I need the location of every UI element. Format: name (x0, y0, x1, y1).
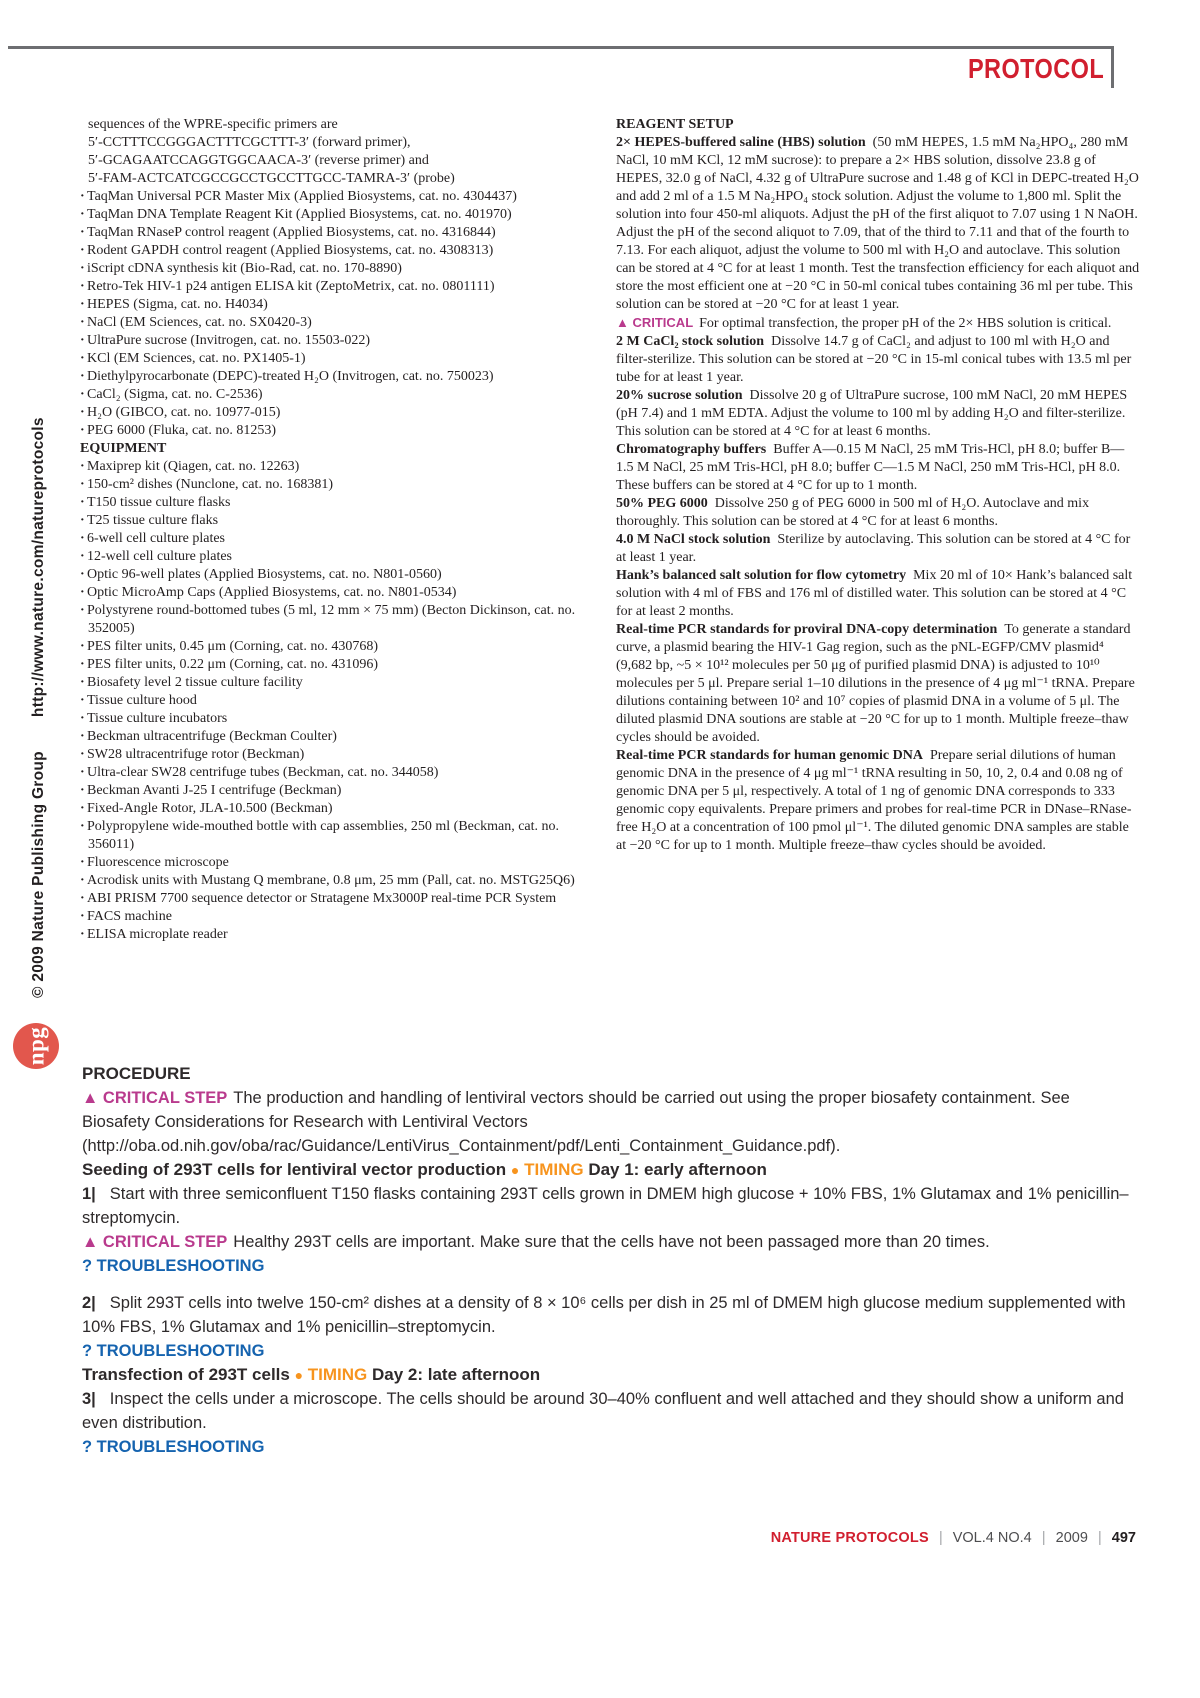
paragraph-lead: Real-time PCR standards for proviral DNA-copy determination (616, 622, 998, 637)
bullet-icon: · (80, 279, 85, 294)
bullet-icon: · (80, 711, 85, 726)
bullet-icon: · (80, 531, 85, 546)
procedure-section (82, 1062, 1136, 1459)
equipment-list-item: · Fluorescence microscope (80, 855, 229, 870)
journal-url: http://www.nature.com/natureprotocols (30, 417, 47, 718)
bullet-icon: · (80, 351, 85, 366)
paragraph-lead: 50% PEG 6000 (616, 496, 708, 511)
npg-logo-text: npg (23, 1026, 48, 1066)
reagent-list-item: · PEG 6000 (Fluka, cat. no. 81253) (80, 423, 276, 438)
copyright-text: © 2009 Nature Publishing Group (30, 751, 47, 998)
section-title: Seeding of 293T cells for lentiviral vector production (82, 1160, 511, 1179)
procedure-section-heading (82, 1158, 1136, 1182)
paragraph-lead: 4.0 M NaCl stock solution (616, 532, 771, 547)
footer-separator: | (1041, 1529, 1046, 1546)
bullet-icon: · (80, 567, 85, 582)
reagent-setup-heading: REAGENT SETUP (616, 117, 734, 132)
reagent-setup-paragraph: Chromatography buffers Buffer A—0.15 M NaCl, 25 mM Tris-HCl, pH 8.0; buffer B—1.5 M NaCl, 25 mM Tris-HCl, pH 8.0; buffer C—1.5 M NaCl, 250 mM Tris-HCl, pH 8.0. These buffers can be stored at 4 °C for up to 1 month. (616, 442, 1125, 493)
reagent-list-item: · NaCl (EM Sciences, cat. no. SX0420-3) (80, 315, 312, 330)
publication-year: 2009 (1055, 1530, 1088, 1546)
footer-separator: | (938, 1529, 943, 1546)
equipment-list-item: · Optic MicroAmp Caps (Applied Biosystems, cat. no. N801-0534) (80, 585, 457, 600)
reagent-setup-paragraph: 2× HEPES-buffered saline (HBS) solution (50 mM HEPES, 1.5 mM Na₂HPO₄, 280 mM NaCl, 10 mM KCl, 12 mM sucrose): to prepare a 2× HBS solution, dissolve 23.8 g of HEPES, 32.0 g of NaCl, 4.32 g of UltraPure sucrose and 1.48 g of KCl in DEPC-treated H₂O and add 2 ml of a 1.5 M Na₂HPO₄ stock solution. Adjust the volume to 1,800 ml. Split the solution into four 450-ml aliquots. Adjust the pH of the first aliquot to 7.07 using 1 N NaOH. Adjust the pH of the second aliquot to 7.09, that of the third to 7.11 and that of the fourth to 7.13. For each aliquot, adjust the volume to 500 ml with H₂O and autoclave. This solution can be stored at 4 °C for at least 1 month. Test the transfection efficiency for each aliquot and store the most efficient one at −20 °C in 50-ml conical tubes containing 36 ml per tube. This solution can be stored at −20 °C for at least 1 year. (616, 135, 1140, 312)
bullet-icon: · (80, 369, 85, 384)
reagent-setup-paragraph: 4.0 M NaCl stock solution Sterilize by autoclaving. This solution can be stored at 4 °C for at least 1 year. (616, 532, 1131, 565)
bullet-icon: · (80, 783, 85, 798)
bullet-icon: · (80, 387, 85, 402)
step-number: 2| (82, 1294, 96, 1312)
troubleshooting-link: ? TROUBLESHOOTING (82, 1438, 265, 1456)
bullet-icon: · (80, 819, 85, 834)
equipment-list-item: · Fixed-Angle Rotor, JLA-10.500 (Beckman) (80, 801, 333, 816)
reagent-setup-paragraphs (616, 134, 1140, 855)
paragraph-lead: Hank’s balanced salt solution for flow cytometry (616, 568, 907, 583)
bullet-icon: · (80, 873, 85, 888)
page-footer (771, 1529, 1136, 1546)
troubleshooting-link: ? TROUBLESHOOTING (82, 1257, 265, 1275)
equipment-list (75, 458, 580, 944)
paragraph-lead: Real-time PCR standards for human genomic DNA (616, 748, 923, 763)
equipment-list-item: · Tissue culture hood (80, 693, 197, 708)
bullet-icon: · (80, 477, 85, 492)
bullet-icon: · (80, 801, 85, 816)
page-title: PROTOCOL (967, 53, 1104, 84)
reagent-list-item: · iScript cDNA synthesis kit (Bio-Rad, cat. no. 170-8890) (80, 261, 402, 276)
bullet-icon: · (80, 909, 85, 924)
equipment-list-item: · FACS machine (80, 909, 172, 924)
procedure-blocks (82, 1086, 1136, 1459)
bullet-icon: · (80, 657, 85, 672)
critical-step-label: ▲ CRITICAL STEP (82, 1233, 228, 1251)
bullet-icon: · (80, 333, 85, 348)
equipment-list-item: · SW28 ultracentrifuge rotor (Beckman) (80, 747, 305, 762)
reagent-list-item: · TaqMan Universal PCR Master Mix (Applied Biosystems, cat. no. 4304437) (80, 189, 517, 204)
bullet-icon: · (80, 549, 85, 564)
timing-dot-icon: ● (510, 1162, 520, 1178)
bullet-icon: · (80, 855, 85, 870)
equipment-list-item: · Tissue culture incubators (80, 711, 228, 726)
equipment-list-item: · Ultra-clear SW28 centrifuge tubes (Beckman, cat. no. 344058) (80, 765, 439, 780)
primer-sequences (75, 116, 580, 188)
bullet-icon: · (80, 603, 85, 618)
reagent-list-item: · UltraPure sucrose (Invitrogen, cat. no. 15503-022) (80, 333, 371, 348)
equipment-list-item: · ABI PRISM 7700 sequence detector or Stratagene Mx3000P real-time PCR System (80, 891, 557, 906)
bullet-icon: · (80, 261, 85, 276)
journal-name: NATURE PROTOCOLS (770, 1530, 929, 1546)
bullet-icon: · (80, 675, 85, 690)
equipment-heading: EQUIPMENT (80, 441, 167, 456)
bullet-icon: · (80, 729, 85, 744)
reagent-setup-paragraph: Real-time PCR standards for proviral DNA-copy determination To generate a standard curve, a plasmid bearing the HIV-1 Gag region, such as the pNL-EGFP/CMV plasmid⁴ (9,682 bp, ~5 × 10¹² molecules per 50 μg of purified plasmid DNA) is adjusted to 10¹⁰ molecules per 5 μl. Prepare serial 1–10 dilutions in the presence of 4 μg ml⁻¹ tRNA. Prepare dilutions containing between 10² and 10⁷ copies of plasmid DNA in a volume of 5 μl. The diluted plasmid DNA soutions are stable at −20 °C for up to 1 month. Multiple freeze–thaw cycles should be avoided. (616, 622, 1135, 745)
troubleshooting-link: ? TROUBLESHOOTING (82, 1342, 265, 1360)
reagent-list-item: · H₂O (GIBCO, cat. no. 10977-015) (80, 405, 281, 420)
critical-step-note: ▲ CRITICAL STEP The production and handling of lentiviral vectors should be carried out using the proper biosafety containment. See Biosafety Considerations for Research with Lentiviral Vectors (http://oba.od.nih.gov/oba/rac/Guidance/LentiVirus_Containment/pdf/Lenti_Containment_Guidance.pdf). (82, 1089, 1070, 1155)
paragraph-lead: Chromatography buffers (616, 442, 767, 457)
paragraph-lead: 20% sucrose solution (616, 388, 743, 403)
paragraph-lead: ▲ CRITICAL (616, 315, 694, 330)
equipment-list-item: · PES filter units, 0.45 μm (Corning, cat. no. 430768) (80, 639, 378, 654)
bullet-icon: · (80, 495, 85, 510)
equipment-list-item: · PES filter units, 0.22 μm (Corning, cat. no. 431096) (80, 657, 378, 672)
critical-step-note: ▲ CRITICAL STEP Healthy 293T cells are important. Make sure that the cells have not been passaged more than 20 times. (82, 1233, 990, 1251)
volume-issue: VOL.4 NO.4 (952, 1530, 1032, 1546)
bullet-icon: · (80, 585, 85, 600)
bullet-icon: · (80, 405, 85, 420)
equipment-list-item: · T25 tissue culture flaks (80, 513, 219, 528)
bullet-icon: · (80, 423, 85, 438)
equipment-list-item: · 150-cm² dishes (Nunclone, cat. no. 168381) (80, 477, 334, 492)
primer-sequence-line: 5′-FAM-ACTCATCGCCGCCTGCCTTGCC-TAMRA-3′ (probe) (88, 171, 455, 186)
procedure-heading: PROCEDURE (82, 1064, 191, 1083)
equipment-list-item: · ELISA microplate reader (80, 927, 228, 942)
paragraph-lead: 2 M CaCl₂ stock solution (616, 334, 765, 349)
reagent-list-item: · HEPES (Sigma, cat. no. H4034) (80, 297, 268, 312)
reagent-list-item: · TaqMan RNaseP control reagent (Applied Biosystems, cat. no. 4316844) (80, 225, 496, 240)
equipment-list-item: · T150 tissue culture flasks (80, 495, 231, 510)
bullet-icon: · (80, 639, 85, 654)
bullet-icon: · (80, 513, 85, 528)
critical-note: ▲ CRITICAL For optimal transfection, the proper pH of the 2× HBS solution is critical. (616, 315, 1112, 331)
footer-separator: | (1097, 1529, 1102, 1546)
header-side-rule (1111, 46, 1114, 88)
left-column (75, 116, 580, 944)
critical-step-label: ▲ CRITICAL STEP (82, 1089, 228, 1107)
step-number: 1| (82, 1185, 96, 1203)
bullet-icon: · (80, 225, 85, 240)
paragraph-lead: 2× HEPES-buffered saline (HBS) solution (616, 135, 866, 150)
reagent-list (75, 188, 580, 440)
procedure-step: 2| Split 293T cells into twelve 150-cm² dishes at a density of 8 × 10⁶ cells per dish in 25 ml of DMEM high glucose medium supplemented with 10% FBS, 1% Glutamax and 1% penicillin–streptomycin. (82, 1294, 1126, 1336)
primer-sequence-line: 5′-CCTTTCCGGGACTTTCGCTTT-3′ (forward primer), (88, 135, 411, 150)
equipment-list-item: · Maxiprep kit (Qiagen, cat. no. 12263) (80, 459, 300, 474)
equipment-list-item: · Beckman Avanti J-25 I centrifuge (Beckman) (80, 783, 342, 798)
bullet-icon: · (80, 927, 85, 942)
step-number: 3| (82, 1390, 96, 1408)
primer-sequence-line: 5′-GCAGAATCCAGGTGGCAACA-3′ (reverse primer) and (88, 153, 429, 168)
reagent-list-item: · CaCl₂ (Sigma, cat. no. C-2536) (80, 387, 263, 402)
reagent-list-item: · Rodent GAPDH control reagent (Applied Biosystems, cat. no. 4308313) (80, 243, 494, 258)
bullet-icon: · (80, 693, 85, 708)
bullet-icon: · (80, 189, 85, 204)
equipment-list-item: · Biosafety level 2 tissue culture facility (80, 675, 303, 690)
section-title: Transfection of 293T cells (82, 1365, 295, 1384)
bullet-icon: · (80, 891, 85, 906)
bullet-icon: · (80, 297, 85, 312)
bullet-icon: · (80, 459, 85, 474)
reagent-list-item: · Retro-Tek HIV-1 p24 antigen ELISA kit (ZeptoMetrix, cat. no. 0801111) (80, 279, 495, 294)
reagent-setup-paragraph: 2 M CaCl₂ stock solution Dissolve 14.7 g of CaCl₂ and adjust to 100 ml with H₂O and filter-sterilize. This solution can be stored at −20 °C in 15-ml conical tubes with 13.5 ml per tube for at least 1 year. (616, 334, 1132, 385)
npg-logo (13, 1023, 59, 1069)
equipment-list-item: · Optic 96-well plates (Applied Biosystems, cat. no. N801-0560) (80, 567, 442, 582)
reagent-setup-paragraph: 50% PEG 6000 Dissolve 250 g of PEG 6000 in 500 ml of H₂O. Autoclave and mix thoroughly. This solution can be stored at 4 °C for at least 6 months. (616, 496, 1090, 529)
procedure-section-heading (82, 1363, 1136, 1387)
equipment-list-item: · 12-well cell culture plates (80, 549, 232, 564)
page-number: 497 (1111, 1530, 1136, 1546)
equipment-list-item: · 6-well cell culture plates (80, 531, 225, 546)
bullet-icon: · (80, 315, 85, 330)
reagent-setup-paragraph: Real-time PCR standards for human genomic DNA Prepare serial dilutions of human genomic DNA in the presence of 4 μg ml⁻¹ tRNA resulting in 50, 10, 2, 0.4 and 0.08 ng of genomic DNA per 5 μl, respectively. A total of 1 ng of genomic DNA corresponds to 333 genomic copy equivalents. Prepare primers and probes for real-time PCR in DNase–RNase-free H₂O at a concentration of 100 pmol μl⁻¹. The diluted genomic DNA samples are stable at −20 °C for up to 1 month. Multiple freeze–thaw cycles should be avoided. (616, 748, 1132, 853)
timing-text: Day 2: late afternoon (372, 1365, 541, 1384)
reagent-list-item: · Diethylpyrocarbonate (DEPC)-treated H₂O (Invitrogen, cat. no. 750023) (80, 369, 494, 384)
bullet-icon: · (80, 765, 85, 780)
equipment-list-item: · Polystyrene round-bottomed tubes (5 ml, 12 mm × 75 mm) (Becton Dickinson, cat. no. 352005) (80, 603, 576, 636)
reagent-list-item: · TaqMan DNA Template Reagent Kit (Applied Biosystems, cat. no. 401970) (80, 207, 512, 222)
reagent-setup-paragraph: 20% sucrose solution Dissolve 20 g of UltraPure sucrose, 100 mM NaCl, 20 mM HEPES (pH 7.4) and 1 mM EDTA. Adjust the volume to 100 ml by adding H₂O and filter-sterilize. This solution can be stored at 4 °C for at least 6 months. (616, 388, 1128, 439)
equipment-list-item: · Beckman ultracentrifuge (Beckman Coulter) (80, 729, 337, 744)
bullet-icon: · (80, 747, 85, 762)
right-column (616, 116, 1140, 855)
procedure-step: 3| Inspect the cells under a microscope. The cells should be around 30–40% confluent and well attached and they should show a uniform and even distribution. (82, 1390, 1124, 1432)
procedure-step: 1| Start with three semiconfluent T150 flasks containing 293T cells grown in DMEM high glucose + 10% FBS, 1% Glutamax and 1% penicillin–streptomycin. (82, 1185, 1129, 1227)
primer-sequence-line: sequences of the WPRE-specific primers are (88, 117, 338, 132)
timing-text: Day 1: early afternoon (588, 1160, 767, 1179)
timing-label: TIMING (519, 1160, 589, 1179)
bullet-icon: · (80, 207, 85, 222)
header-rule (8, 46, 1113, 49)
timing-dot-icon: ● (294, 1367, 304, 1383)
bullet-icon: · (80, 243, 85, 258)
reagent-setup-paragraph: Hank’s balanced salt solution for flow cytometry Mix 20 ml of 10× Hank’s balanced salt solution with 4 ml of FBS and 176 ml of distilled water. This solution can be stored at 4 °C for at least 2 months. (616, 568, 1133, 619)
equipment-list-item: · Acrodisk units with Mustang Q membrane, 0.8 μm, 25 mm (Pall, cat. no. MSTG25Q6) (80, 873, 575, 888)
reagent-list-item: · KCl (EM Sciences, cat. no. PX1405-1) (80, 351, 306, 366)
timing-label: TIMING (303, 1365, 372, 1384)
sidebar-copyright (30, 358, 48, 998)
equipment-list-item: · Polypropylene wide-mouthed bottle with cap assemblies, 250 ml (Beckman, cat. no. 356011) (80, 819, 560, 852)
